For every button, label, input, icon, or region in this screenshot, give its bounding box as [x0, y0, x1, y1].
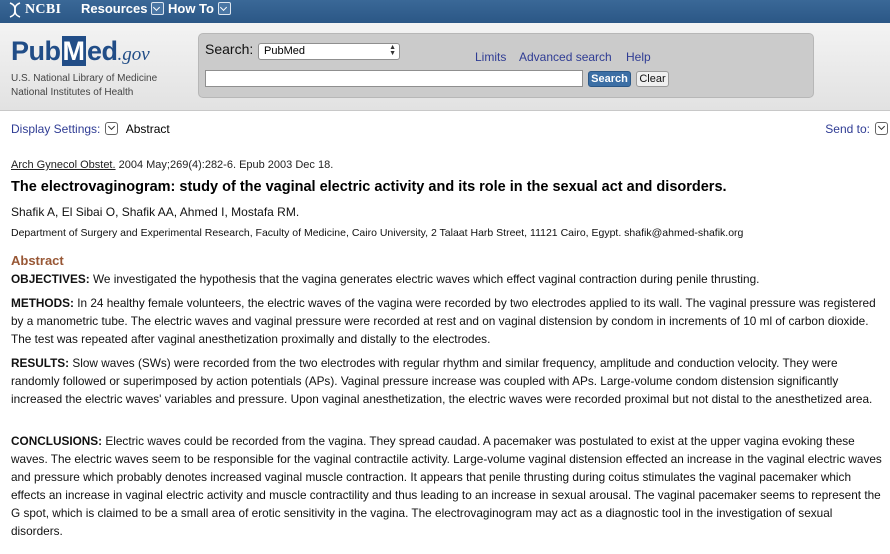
advanced-search-link[interactable]: Advanced search [519, 50, 612, 64]
section-label: RESULTS: [11, 356, 70, 370]
citation [11, 159, 333, 171]
howto-label: How To [168, 0, 214, 16]
author-link[interactable]: Ahmed I [179, 205, 225, 219]
limits-link[interactable]: Limits [475, 50, 507, 64]
resources-label: Resources [81, 0, 148, 16]
section-label: OBJECTIVES: [11, 272, 90, 286]
pubmed-header [0, 23, 890, 111]
dna-helix-icon [8, 2, 22, 18]
database-select[interactable] [258, 43, 400, 60]
author-link[interactable]: Shafik AA [121, 205, 174, 219]
nlm-line-2: National Institutes of Health [11, 87, 134, 98]
author-link[interactable]: Shafik A [11, 205, 56, 219]
section-label: CONCLUSIONS: [11, 434, 103, 448]
chevron-down-icon [218, 2, 231, 15]
section-text: Slow waves (SWs) were recorded from the two electrodes with regular rhythm and similar frequency, amplitude and conduction velocity. They were randomly followed or superimposed by action potentials (APs). Vaginal pressure increase was coupled with APs. Large-volume condom distension significantly increased the electric waves' variables and pressure. Upon vaginal anesthetization, the electric waves were recorded proximal but not distal to the anesthetized area. [11, 356, 873, 406]
select-arrows-icon: ▲ ▼ [389, 44, 396, 57]
display-format: Abstract [125, 122, 170, 136]
search-label: Search: [205, 41, 254, 57]
author-link[interactable]: El Sibai O [61, 205, 116, 219]
ncbi-logo[interactable] [8, 1, 61, 19]
send-to-link[interactable]: Send to: [825, 122, 870, 136]
pubmed-logo[interactable] [11, 36, 150, 70]
abstract-results [11, 354, 883, 408]
section-label: METHODS: [11, 296, 74, 310]
display-settings [11, 122, 170, 136]
citation-details: 2004 May;269(4):282-6. Epub 2003 Dec 18. [115, 159, 334, 171]
clear-button[interactable]: Clear [636, 71, 669, 87]
search-panel [198, 33, 814, 98]
affiliation: Department of Surgery and Experimental Research, Faculty of Medicine, Cairo University, 2 Talaat Harb Street, 11121 Cairo, Egypt. shafik@ahmed-shafik.org [11, 227, 744, 239]
logo-ed: ed [87, 36, 118, 66]
search-button[interactable]: Search [588, 71, 631, 87]
section-text: We investigated the hypothesis that the vagina generates electric waves which effect vaginal contraction during penile thrusting. [89, 272, 760, 286]
resources-menu[interactable] [81, 0, 164, 16]
chevron-down-icon[interactable] [105, 122, 118, 135]
section-text: In 24 healthy female volunteers, the electric waves of the vagina were recorded by two electrodes applied to its wall. The vaginal pressure was registered by a manometric tube. The electric waves and vaginal pressure were recorded at rest and on vaginal distension by condom in increments of 10 ml of carbon dioxide. The test was repeated after vaginal anesthetization proximally and distally to the electrodes. [11, 296, 876, 346]
chevron-down-icon [151, 2, 164, 15]
abstract-methods [11, 294, 883, 348]
search-input[interactable] [205, 70, 583, 87]
section-text: Electric waves could be recorded from the vagina. They spread caudad. A pacemaker was postulated to exist at the upper vagina evoking these waves. The electric waves seem to be responsible for the vaginal contractile activity. Large-volume vaginal distension effected an increase in the vaginal electric waves and pressure which probably denotes increased vaginal muscle contraction. It appears that penile thrusting during coitus stimulates the vaginal pacemaker which effects an increase in vaginal electric activity and muscle contractility and thus leading to an increase in sexual arousal. The vaginal pacemaker seems to represent the G spot, which is claimed to be a small area of erotic sensitivity in the vagina. The electrovaginogram may act as a diagnostic tool in the investigation of sexual disorders. [11, 434, 882, 538]
ncbi-logo-text: NCBI [25, 2, 62, 17]
howto-menu[interactable] [168, 0, 231, 16]
ncbi-top-bar [0, 0, 890, 23]
logo-m: M [62, 36, 85, 66]
send-to [825, 122, 888, 136]
chevron-down-icon[interactable] [875, 122, 888, 135]
nlm-line-1: U.S. National Library of Medicine [11, 73, 158, 84]
logo-gov: .gov [117, 44, 150, 65]
article-title: The electrovaginogram: study of the vaginal electric activity and its role in the sexual act and disorders. [11, 179, 727, 195]
journal-link[interactable]: Arch Gynecol Obstet. [11, 159, 116, 171]
author-link[interactable]: Mostafa RM. [231, 205, 300, 219]
database-select-value: PubMed [264, 45, 305, 57]
abstract-conclusions [11, 432, 883, 540]
logo-pub: Pub [11, 36, 61, 66]
help-link[interactable]: Help [626, 50, 651, 64]
author-list: Shafik A, El Sibai O, Shafik AA, Ahmed I, Mostafa RM. [11, 205, 300, 219]
abstract-objectives [11, 270, 883, 288]
abstract-heading: Abstract [11, 253, 64, 268]
display-settings-link[interactable]: Display Settings: [11, 122, 101, 136]
